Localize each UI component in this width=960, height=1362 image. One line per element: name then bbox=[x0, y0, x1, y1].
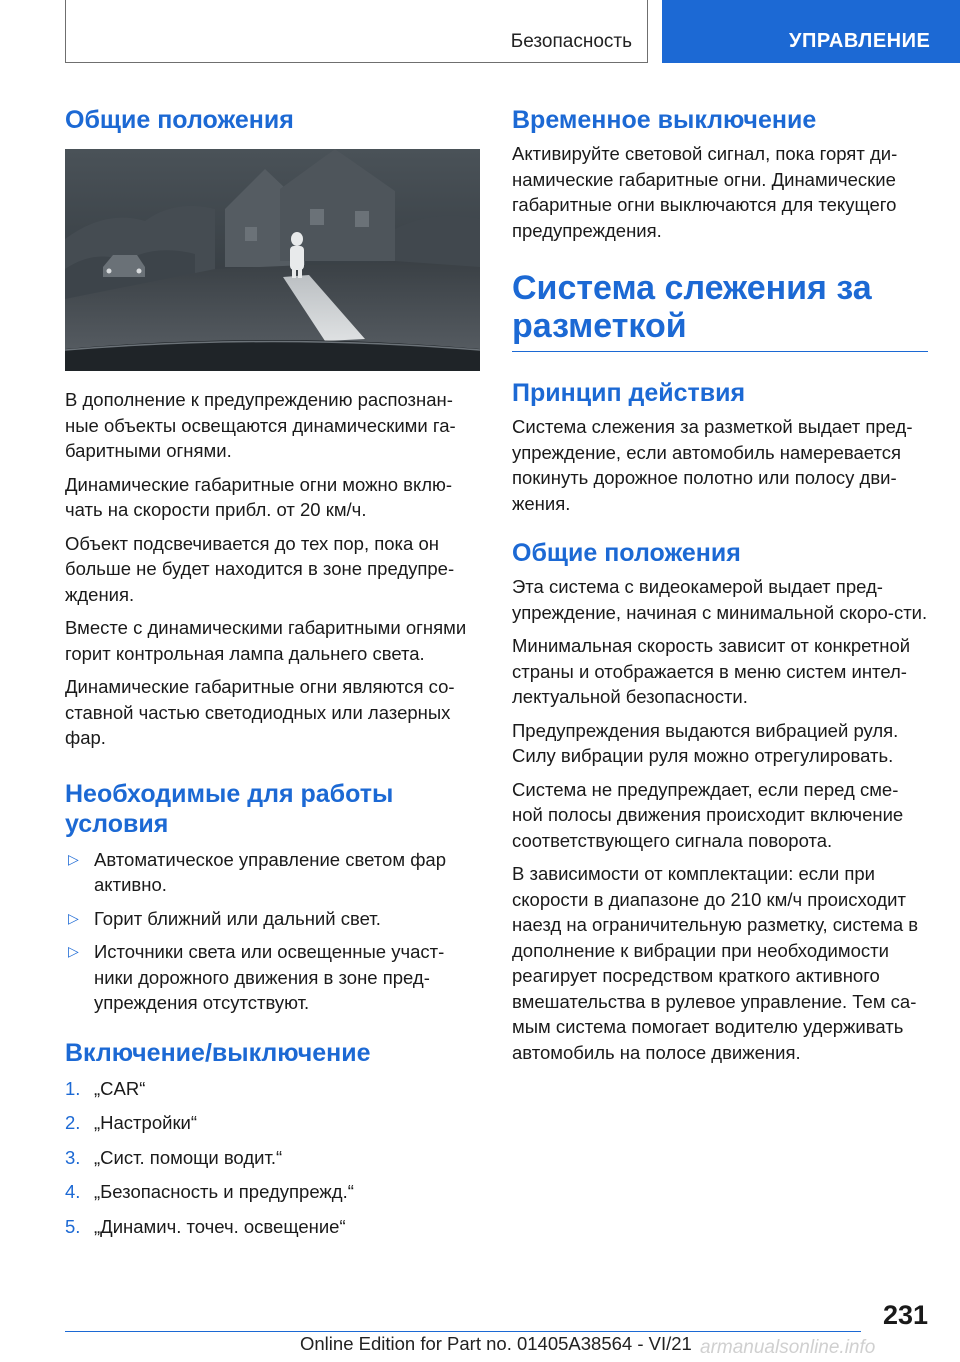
main-title-block bbox=[512, 269, 928, 352]
bullet-triangle-icon: ▷ bbox=[68, 909, 79, 926]
left-paragraph-1: В дополнение к предупреждению распознан-ные объекты освещаются динамическими га-баритными огнями. bbox=[65, 389, 456, 461]
footer-edition: Online Edition for Part no. 01405A38564 - VI/21 bbox=[300, 1333, 692, 1354]
bullet-triangle-icon: ▷ bbox=[68, 850, 79, 867]
heading-principle: Принцип действия bbox=[512, 379, 746, 407]
conditions-list bbox=[65, 847, 480, 1016]
bullet-triangle-icon: ▷ bbox=[68, 943, 79, 959]
heading-general-left: Общие положения bbox=[65, 106, 294, 134]
heading-on-off: Включение/выключение bbox=[65, 1038, 371, 1067]
chapter-label: УПРАВЛЕНИЕ bbox=[789, 30, 931, 52]
list-item: 4. „Безопасность и предупрежд.“ bbox=[65, 1181, 354, 1202]
header-chapter-tab[interactable] bbox=[662, 0, 960, 63]
right-paragraph-2: Минимальная скорость зависит от конкретной страны и отображается в меню систем интел-лектуальной безопасности. bbox=[512, 635, 911, 707]
page-number: 231 bbox=[882, 1300, 928, 1330]
right-paragraph-4: Система не предупреждает, если перед сме-ной полосы движения происходит включение соответствующего сигнала поворота. bbox=[512, 778, 904, 851]
left-paragraph-2: Динамические габаритные огни можно вклю-чать на скорости прибл. от 20 км/ч. bbox=[65, 473, 453, 520]
heading-temporary-off: Временное выключение bbox=[512, 106, 817, 134]
list-item: 5. „Динамич. точеч. освещение“ bbox=[65, 1215, 346, 1237]
night-road-illustration bbox=[65, 149, 480, 371]
right-paragraph-5: В зависимости от комплектации: если при скорости в диапазоне до 210 км/ч происходит наезд на ограничительную разметку, система в дополнение к вибрации при необходимости реагирует посредством краткого активного вмешательства в рулевое управление. Тем са-мым система помогает водителю удерживать автомобиль на полосе движения. bbox=[512, 863, 919, 1063]
heading-conditions: Необходимые для работы условия bbox=[65, 779, 394, 838]
heading-general-right: Общие положения bbox=[512, 539, 741, 567]
list-item: 3. „Сист. помощи водит.“ bbox=[65, 1146, 283, 1168]
watermark-text: armanualsonline.info bbox=[700, 1337, 876, 1358]
night-scene-image bbox=[65, 149, 480, 371]
main-title: Система слежения за разметкой bbox=[512, 269, 872, 345]
right-paragraph-1: Эта система с видеокамерой выдает пред-упреждение, начиная с минимальной скоро-сти. bbox=[512, 576, 928, 623]
left-paragraph-3: Объект подсвечивается до тех пор, пока он больше не будет находится в зоне предупре-ждения. bbox=[65, 532, 455, 605]
left-paragraph-5: Динамические габаритные огни являются со-ставной частью светодиодных или лазерных фар. bbox=[65, 676, 455, 748]
left-paragraph-4: Вместе с динамическими габаритными огнями горит контрольная лампа дальнего света. bbox=[65, 617, 467, 664]
right-paragraph-3: Предупреждения выдаются вибрацией руля. Силу вибрации руля можно отрегулировать. bbox=[512, 719, 899, 766]
list-item: 1. „CAR“ bbox=[65, 1077, 146, 1099]
temporary-off-text: Активируйте световой сигнал, пока горят ди-намические габаритные огни. Динамические габаритные огни выключаются для текущего предупреждения. bbox=[512, 143, 898, 241]
menu-steps-list bbox=[65, 1076, 480, 1240]
list-item: 2. „Настройки“ bbox=[65, 1112, 198, 1133]
list-item: ▷ Источники света или освещенные участ-ники дорожного движения в зоне пред-упреждения отсутствуют. bbox=[68, 941, 445, 1013]
left-column bbox=[65, 105, 480, 1248]
principle-text: Система слежения за разметкой выдает пред-упреждение, если автомобиль намеревается покинуть дорожное полотно или полосу дви-жения. bbox=[512, 416, 913, 514]
header-section-title: Безопасность bbox=[510, 31, 632, 52]
right-column bbox=[512, 105, 928, 1073]
footer-divider bbox=[65, 1331, 861, 1332]
list-item: ▷ Автоматическое управление светом фар активно. bbox=[68, 848, 446, 895]
list-item: ▷ Горит ближний или дальний свет. bbox=[65, 906, 480, 932]
